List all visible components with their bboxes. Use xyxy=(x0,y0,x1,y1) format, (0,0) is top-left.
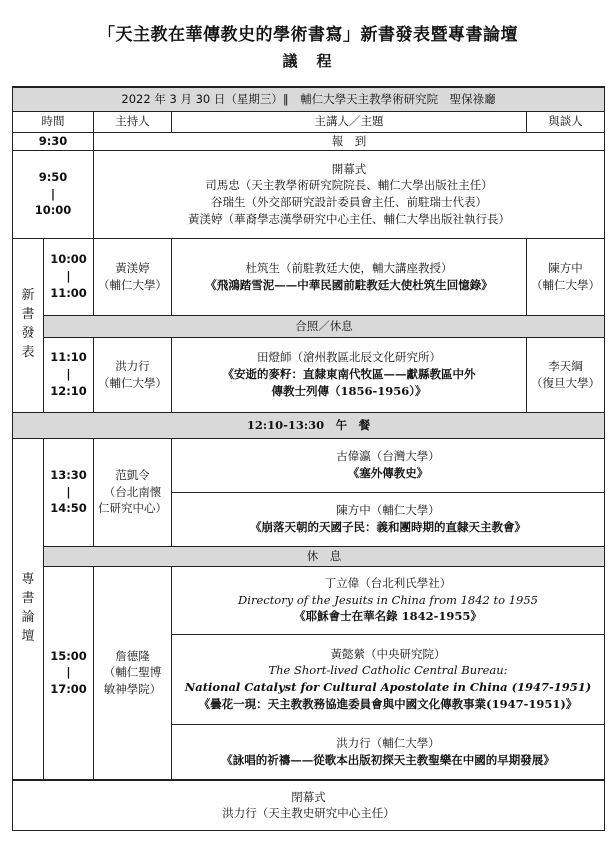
closing-row xyxy=(13,780,605,830)
opening-line: 黃渼婷（華裔學志漢學研究中心主任、輔仁大學出版社執行長） xyxy=(188,211,511,226)
page-title: 「天主教在華傳教史的學術書寫」新書發表暨專書論壇 xyxy=(98,25,518,45)
speaker: 黃懿縈（中央研究院） xyxy=(330,646,446,661)
program-table xyxy=(12,86,605,831)
opening-line: 谷瑞生（外交部研究設計委員會主任、前駐瑞士代表） xyxy=(211,195,488,209)
header-row xyxy=(13,111,605,132)
lunch-row xyxy=(13,412,605,438)
closing-label: 閉幕式 xyxy=(291,789,326,804)
speaker: 洪力行（輔仁大學） xyxy=(336,736,440,751)
forum-break-row xyxy=(13,546,605,566)
book-title: 《詠唱的祈禱——從歌本出版初探天主教聖樂在中國的早期發展》 xyxy=(221,753,555,767)
speaker: 田燈師（滄州教區北辰文化研究所） xyxy=(257,350,441,365)
col-header-host: 主持人 xyxy=(94,111,172,132)
launch-session-2-talk xyxy=(172,337,527,412)
launch-session-2-discussant: 李天綱 （復旦大學） xyxy=(527,337,605,412)
section-label-launch: 新 書 發 表 xyxy=(13,238,44,412)
page-subtitle: 議 程 xyxy=(282,52,334,70)
launch-break-row xyxy=(13,315,605,337)
lunch-label: 12:10-13:30 午 餐 xyxy=(13,412,605,438)
registration-time: 9:30 xyxy=(13,132,94,150)
closing-ceremony xyxy=(13,780,605,830)
english-title: Directory of the Jesuits in China from 1842 to 1955 xyxy=(238,592,538,607)
english-title: National Catalyst for Cultural Apostolate in China (1947-1951) xyxy=(184,680,592,694)
section-label-forum: 專 書 論 壇 xyxy=(13,438,44,780)
opening-row xyxy=(13,150,605,238)
opening-line: 司馬忠（天主教學術研究院院長、輔仁大學出版社主任） xyxy=(205,178,493,193)
book-title: 《安逝的麥籽：直隸東南代牧區——獻縣教區中外 xyxy=(222,367,476,382)
forum-session-1-time: 13:30 | 14:50 xyxy=(44,438,94,546)
col-header-time: 時間 xyxy=(13,111,94,132)
date-row xyxy=(13,87,605,111)
forum-session-1-host: 范凱令 （台北南懷 仁研究中心） xyxy=(94,438,172,546)
launch-session-2-host: 洪力行 （輔仁大學） xyxy=(94,337,172,412)
speaker: 古偉瀛（台灣大學） xyxy=(336,449,440,464)
english-title: The Short-lived Catholic Central Bureau: xyxy=(268,663,508,678)
opening-label: 開幕式 xyxy=(331,161,367,176)
speaker: 丁立偉（台北利氏學社） xyxy=(324,575,452,590)
date-venue: 2022 年 3 月 30 日（星期三）‖ 輔仁大學天主教學術研究院 聖保祿廳 xyxy=(13,87,605,111)
book-title: 傳教士列傳（1856-1956）》 xyxy=(271,383,427,398)
speaker: 陳方中（輔仁大學） xyxy=(336,503,440,518)
col-header-speaker-topic: 主講人／主題 xyxy=(172,111,527,132)
book-title: 《崩落天朝的天國子民：義和團時期的直隸天主教會》 xyxy=(250,520,527,534)
forum-talk xyxy=(172,724,605,780)
forum-break: 休 息 xyxy=(44,546,605,566)
forum-talk xyxy=(172,438,605,492)
launch-break: 合照／休息 xyxy=(44,315,605,337)
registration-row xyxy=(13,132,605,150)
launch-session-1-discussant: 陳方中 （輔仁大學） xyxy=(527,238,605,315)
registration-label: 報 到 xyxy=(94,132,605,150)
book-title: 《飛鴻踏雪泥——中華民國前駐教廷大使杜筑生回憶錄》 xyxy=(205,277,493,292)
opening-time: 9:50 | 10:00 xyxy=(13,150,94,238)
launch-session-2 xyxy=(13,337,605,412)
forum-talk xyxy=(172,492,605,546)
speaker: 杜筑生（前駐教廷大使，輔大講座教授） xyxy=(245,260,453,275)
launch-session-1-time: 10:00 | 11:00 xyxy=(44,238,94,315)
forum-session-2-host: 詹德隆 （輔仁聖博 敏神學院） xyxy=(94,566,172,780)
forum-talk xyxy=(172,566,605,634)
forum-talk xyxy=(172,634,605,724)
launch-session-1-talk xyxy=(172,238,527,315)
col-header-discussant: 與談人 xyxy=(527,111,605,132)
forum-session-1-talk-1 xyxy=(13,438,605,492)
book-title: 《耶穌會士在華名錄 1842-1955》 xyxy=(294,609,482,624)
book-title: 《塞外傳教史》 xyxy=(347,466,429,480)
closing-line: 洪力行（天主教史研究中心主任） xyxy=(222,806,395,821)
book-title: 《曇花一現：天主教教務協進委員會與中國文化傳教事業(1947-1951)》 xyxy=(198,696,578,711)
launch-session-1 xyxy=(13,238,605,315)
forum-session-2-time: 15:00 | 17:00 xyxy=(44,566,94,780)
launch-session-1-host: 黃渼婷 （輔仁大學） xyxy=(94,238,172,315)
forum-session-2-talk-1 xyxy=(13,566,605,634)
launch-session-2-time: 11:10 | 12:10 xyxy=(44,337,94,412)
opening-ceremony xyxy=(94,150,605,238)
